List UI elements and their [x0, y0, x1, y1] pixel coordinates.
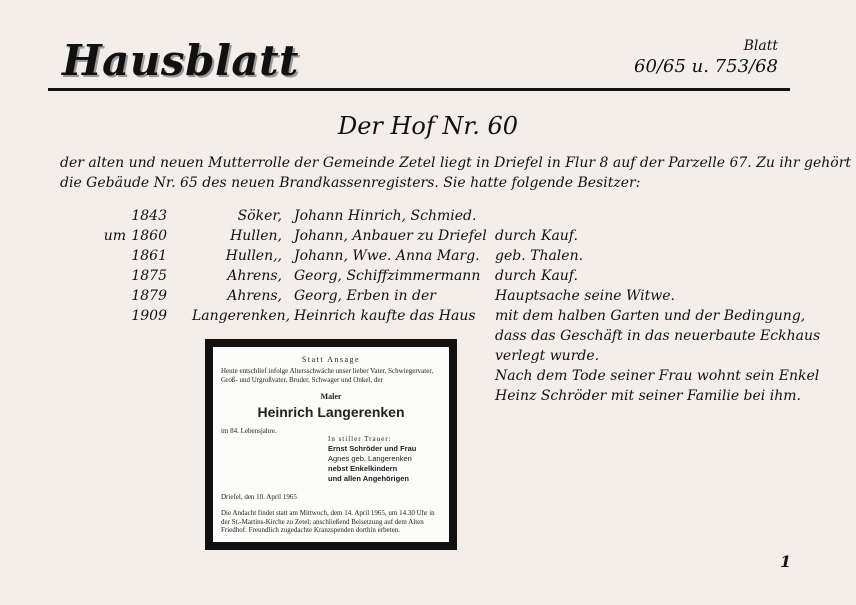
owner-note: mit dem halben Garten und der Bedingung, — [495, 308, 806, 324]
owner-year: 1860 — [131, 228, 167, 244]
continuation-line: dass das Geschäft in das neuerbaute Eckhaus — [495, 328, 821, 344]
owner-year: 1875 — [131, 268, 167, 284]
owner-surname: Söker, — [237, 208, 282, 224]
owner-details: Johann, Anbauer zu Driefel — [294, 228, 487, 244]
owner-details: Heinrich kaufte das Haus — [294, 308, 476, 324]
intro-paragraph — [60, 153, 852, 193]
notice-place-date: Driefel, den 10. April 1965 — [221, 493, 297, 501]
owner-prefix: um — [103, 228, 126, 244]
sheet-number: 60/65 u. 753/68 — [634, 56, 778, 77]
owner-details: Georg, Schiffzimmermann — [294, 268, 481, 284]
notice-mourning-label: In stiller Trauer: — [328, 435, 392, 443]
owner-note: durch Kauf. — [495, 228, 578, 244]
death-notice-paper — [213, 347, 449, 542]
sheet-label: Blatt — [743, 38, 778, 54]
owner-year: 1879 — [131, 288, 167, 304]
death-notice-clipping — [205, 339, 457, 550]
owner-note: geb. Thalen. — [495, 248, 584, 264]
owner-surname: Ahrens, — [227, 268, 282, 284]
notice-mourner: nebst Enkelkindern — [328, 464, 398, 473]
notice-service-info: Die Andacht findet statt am Mittwoch, dem 14. April 1965, um 14.30 Uhr in der St.-Martins-Kirche zu Zetel; anschließend Beisetzung auf dem Alten Friedhof. Freundlich zugedachte Kranzspenden dorthin erbeten. — [221, 509, 435, 534]
owner-details: Georg, Erben in der — [294, 288, 436, 304]
owner-surname: Hullen, — [230, 228, 282, 244]
owner-year: 1909 — [131, 308, 167, 324]
notice-mourner: Ernst Schröder und Frau — [328, 444, 417, 453]
page-title: Hausblatt — [62, 36, 299, 85]
owner-note: durch Kauf. — [495, 268, 578, 284]
owner-details: Johann, Wwe. Anna Marg. — [294, 248, 480, 264]
page-number: 1 — [780, 552, 792, 571]
section-title: Der Hof Nr. 60 — [337, 112, 519, 140]
intro-line: der alten und neuen Mutterrolle der Gemeinde Zetel liegt in Driefel in Flur 8 auf der Parzelle 67. Zu ihr gehört — [60, 155, 852, 171]
notice-age: im 84. Lebensjahre. — [221, 427, 277, 435]
owner-surname: Langerenken, — [192, 308, 291, 324]
notice-deceased-name: Heinrich Langerenken — [257, 404, 405, 420]
notice-mourner: Agnes geb. Langerenken — [328, 454, 412, 463]
notice-occupation: Maler — [320, 392, 342, 401]
continuation-line: Nach dem Tode seiner Frau wohnt sein Enkel — [495, 368, 820, 384]
sheet-reference — [634, 38, 778, 77]
continuation-line: Heinz Schröder mit seiner Familie bei ihm. — [495, 388, 801, 404]
owner-details: Johann Hinrich, Schmied. — [294, 208, 477, 224]
owner-surname: Hullen,, — [225, 248, 282, 264]
notice-mourner: und allen Angehörigen — [328, 474, 409, 483]
continuation-line: verlegt wurde. — [495, 348, 600, 364]
owner-surname: Ahrens, — [227, 288, 282, 304]
owner-year: 1843 — [131, 208, 167, 224]
intro-line: die Gebäude Nr. 65 des neuen Brandkassenregisters. Sie hatte folgende Besitzer: — [60, 175, 641, 191]
owner-year: 1861 — [131, 248, 167, 264]
notice-heading: Statt Ansage — [301, 355, 361, 364]
owner-note: Hauptsache seine Witwe. — [495, 288, 675, 304]
notice-body: Heute entschlief infolge Altersschwäche unser lieber Vater, Schwiegervater, Groß- und Urgroßvater, Bruder, Schwager und Onkel, der — [221, 367, 434, 384]
header-divider — [48, 88, 790, 91]
